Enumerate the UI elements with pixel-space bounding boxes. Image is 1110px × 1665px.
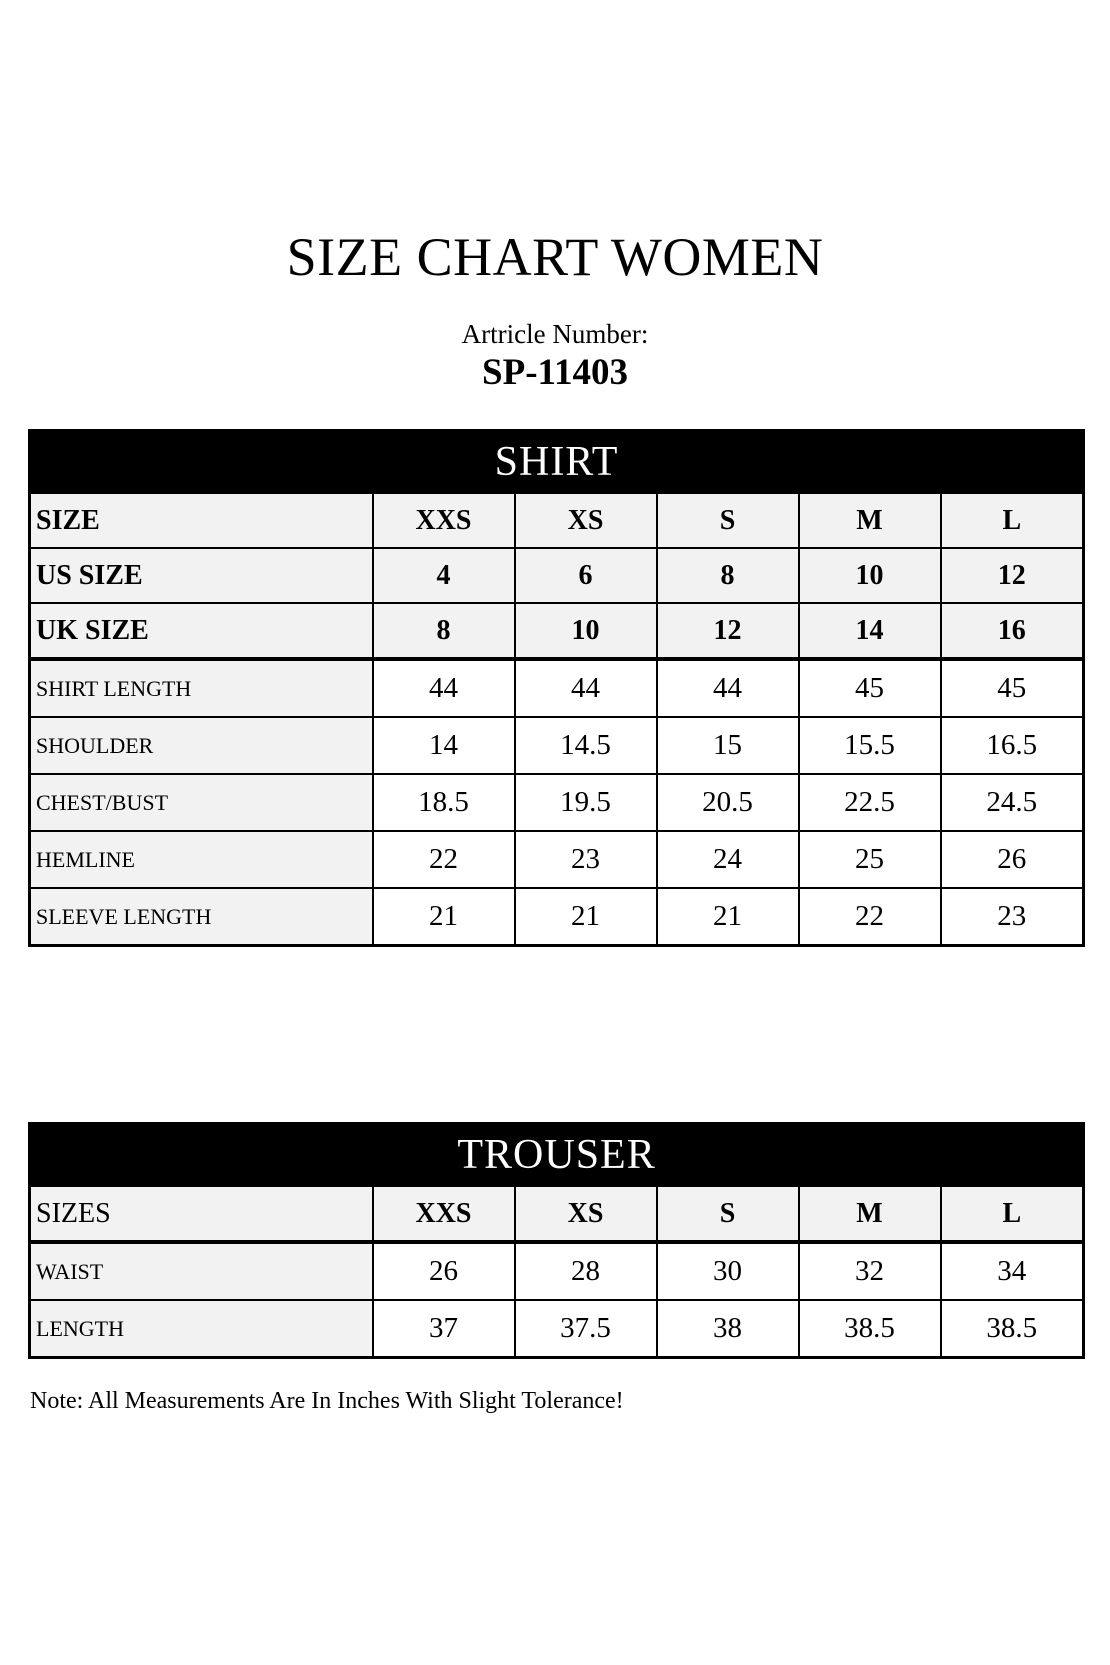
- measurement-cell: 24: [657, 831, 799, 888]
- row-label-sizes: SIZES: [30, 1186, 373, 1242]
- size-cell: S: [657, 493, 799, 548]
- table-row-shoulder: [30, 717, 1084, 774]
- measurement-cell: 15: [657, 717, 799, 774]
- row-label-hemline: HEMLINE: [30, 831, 373, 888]
- row-label-shoulder: SHOULDER: [30, 717, 373, 774]
- measurement-cell: 21: [657, 888, 799, 946]
- measurement-cell: 14.5: [515, 717, 657, 774]
- size-cell: XXS: [373, 493, 515, 548]
- page-title: SIZE CHART WOMEN: [286, 227, 824, 287]
- measurement-cell: 37: [373, 1300, 515, 1358]
- row-label-chest-bust: CHEST/BUST: [30, 774, 373, 831]
- measurement-cell: 28: [515, 1242, 657, 1300]
- us-size-cell: 6: [515, 548, 657, 603]
- table-row-hemline: [30, 831, 1084, 888]
- us-size-cell: 8: [657, 548, 799, 603]
- row-label-shirt-length: SHIRT LENGTH: [30, 659, 373, 717]
- uk-size-cell: 12: [657, 603, 799, 659]
- table-row-us-size: [30, 548, 1084, 603]
- row-label-us-size: US SIZE: [30, 548, 373, 603]
- table-row-shirt-length: [30, 659, 1084, 717]
- size-cell: S: [657, 1186, 799, 1242]
- measurement-cell: 26: [941, 831, 1084, 888]
- measurement-note: Note: All Measurements Are In Inches With Slight Tolerance!: [30, 1388, 624, 1415]
- measurement-cell: 16.5: [941, 717, 1084, 774]
- table-row-chest-bust: [30, 774, 1084, 831]
- measurement-cell: 18.5: [373, 774, 515, 831]
- table-row-sizes: [30, 1186, 1084, 1242]
- measurement-cell: 45: [941, 659, 1084, 717]
- measurement-cell: 22: [373, 831, 515, 888]
- measurement-cell: 44: [657, 659, 799, 717]
- measurement-cell: 26: [373, 1242, 515, 1300]
- measurement-cell: 22: [799, 888, 941, 946]
- table-row-uk-size: [30, 603, 1084, 659]
- measurement-cell: 38: [657, 1300, 799, 1358]
- trouser-table-title-row: [30, 1124, 1084, 1187]
- us-size-cell: 12: [941, 548, 1084, 603]
- measurement-cell: 44: [515, 659, 657, 717]
- uk-size-cell: 16: [941, 603, 1084, 659]
- size-cell: XXS: [373, 1186, 515, 1242]
- row-label-length: LENGTH: [30, 1300, 373, 1358]
- table-row-waist: [30, 1242, 1084, 1300]
- measurement-cell: 21: [373, 888, 515, 946]
- measurement-cell: 37.5: [515, 1300, 657, 1358]
- size-cell: M: [799, 1186, 941, 1242]
- table-row-length: [30, 1300, 1084, 1358]
- trouser-size-table: [28, 1122, 1085, 1359]
- uk-size-cell: 8: [373, 603, 515, 659]
- uk-size-cell: 14: [799, 603, 941, 659]
- size-cell: M: [799, 493, 941, 548]
- measurement-cell: 22.5: [799, 774, 941, 831]
- measurement-cell: 21: [515, 888, 657, 946]
- size-cell: XS: [515, 1186, 657, 1242]
- measurement-cell: 20.5: [657, 774, 799, 831]
- size-cell: L: [941, 1186, 1084, 1242]
- measurement-cell: 23: [515, 831, 657, 888]
- row-label-size: SIZE: [30, 493, 373, 548]
- measurement-cell: 34: [941, 1242, 1084, 1300]
- measurement-cell: 19.5: [515, 774, 657, 831]
- us-size-cell: 10: [799, 548, 941, 603]
- measurement-cell: 14: [373, 717, 515, 774]
- table-row-size: [30, 493, 1084, 548]
- uk-size-cell: 10: [515, 603, 657, 659]
- measurement-cell: 25: [799, 831, 941, 888]
- shirt-table-title-row: [30, 431, 1084, 494]
- size-cell: XS: [515, 493, 657, 548]
- row-label-uk-size: UK SIZE: [30, 603, 373, 659]
- measurement-cell: 23: [941, 888, 1084, 946]
- trouser-table-title: TROUSER: [30, 1124, 1084, 1187]
- article-number-label: Artricle Number:: [461, 319, 649, 350]
- measurement-cell: 15.5: [799, 717, 941, 774]
- us-size-cell: 4: [373, 548, 515, 603]
- measurement-cell: 32: [799, 1242, 941, 1300]
- measurement-cell: 38.5: [941, 1300, 1084, 1358]
- shirt-size-table: [28, 429, 1085, 947]
- measurement-cell: 45: [799, 659, 941, 717]
- row-label-waist: WAIST: [30, 1242, 373, 1300]
- table-row-sleeve-length: [30, 888, 1084, 946]
- measurement-cell: 44: [373, 659, 515, 717]
- shirt-table-title: SHIRT: [30, 431, 1084, 494]
- size-cell: L: [941, 493, 1084, 548]
- article-number-value: SP-11403: [482, 352, 628, 394]
- measurement-cell: 24.5: [941, 774, 1084, 831]
- measurement-cell: 38.5: [799, 1300, 941, 1358]
- measurement-cell: 30: [657, 1242, 799, 1300]
- row-label-sleeve-length: SLEEVE LENGTH: [30, 888, 373, 946]
